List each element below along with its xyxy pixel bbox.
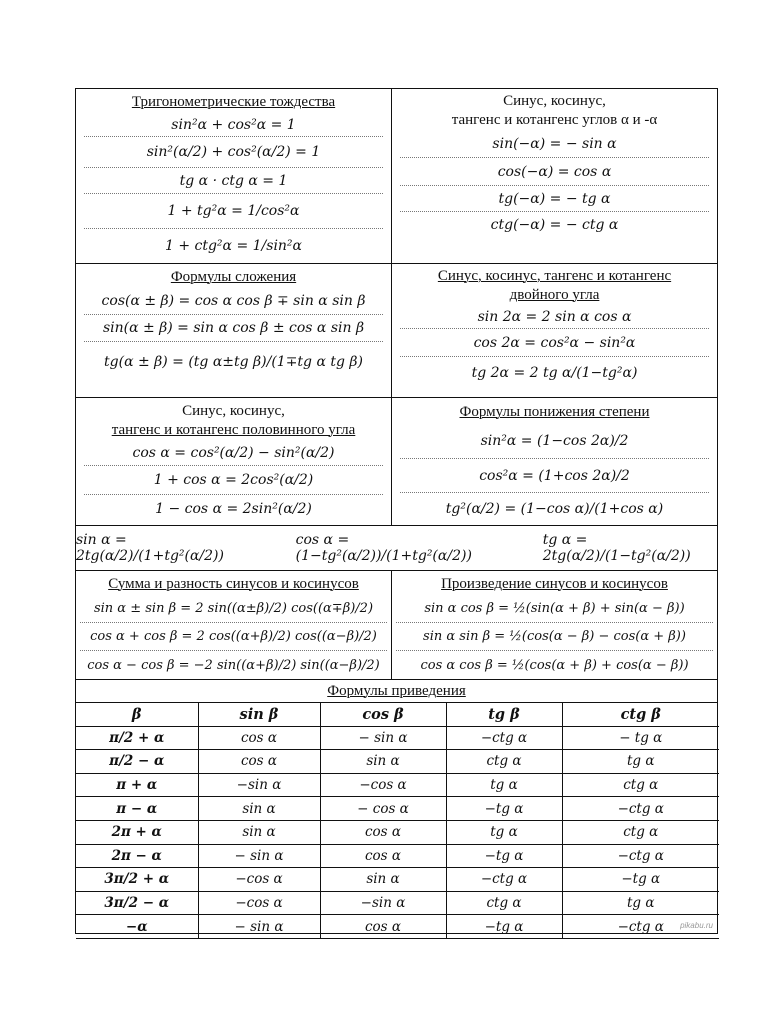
watermark-logo: pikabu.ru: [680, 921, 713, 930]
table-row: [76, 797, 719, 821]
section-addition: [76, 264, 717, 398]
formula: sin(−α) = − sin α: [400, 130, 709, 158]
table-cell: ctg α: [446, 750, 562, 774]
formula: sin²(α/2) + cos²(α/2) = 1: [84, 137, 383, 168]
formula: tg α · ctg α = 1: [84, 168, 383, 194]
formula-sheet: [75, 88, 718, 934]
table-cell: −ctg α: [562, 844, 719, 868]
table-cell: tg α: [562, 891, 719, 915]
table-row: [76, 844, 719, 868]
table-row: [76, 915, 719, 939]
table-cell: ctg α: [562, 820, 719, 844]
table-cell: cos α: [320, 915, 446, 939]
formula: sin α cos β = ½(sin(α + β) + sin(α − β)): [396, 595, 713, 623]
table-cell: − sin α: [198, 915, 320, 939]
table-row: [76, 891, 719, 915]
table-cell: sin α: [198, 797, 320, 821]
table-cell: sin α: [198, 820, 320, 844]
table-cell: −tg α: [446, 915, 562, 939]
double-angle-title-2: двойного угла: [509, 287, 600, 303]
formula: sin(α ± β) = sin α cos β ± cos α sin β: [84, 315, 383, 342]
table-cell: 2π + α: [76, 820, 198, 844]
table-header-row: [76, 703, 719, 726]
formula: sin α ± sin β = 2 sin((α±β)/2) cos((α∓β)/2): [80, 595, 387, 623]
table-cell: tg α: [446, 820, 562, 844]
formula: cos α + cos β = 2 cos((α+β)/2) cos((α−β)/2): [80, 623, 387, 651]
formula: cos α = (1−tg²(α/2))/(1+tg²(α/2)): [295, 532, 472, 564]
table-cell: sin α: [320, 750, 446, 774]
header-cell: cos β: [320, 703, 446, 726]
section-reduction: [76, 680, 717, 703]
formula: cos α cos β = ½(cos(α + β) + cos(α − β)): [420, 657, 689, 673]
section-half-angle: [76, 398, 717, 526]
table-cell: − sin α: [198, 844, 320, 868]
table-cell: −sin α: [320, 891, 446, 915]
table-cell: tg α: [562, 750, 719, 774]
power-reduction-column: [392, 398, 717, 525]
table-cell: cos α: [320, 844, 446, 868]
table-cell: sin α: [320, 868, 446, 892]
sum-difference-column: [76, 571, 392, 679]
half-angle-column: [76, 398, 392, 525]
table-cell: ctg α: [446, 891, 562, 915]
table-cell: π/2 − α: [76, 750, 198, 774]
formula: 1 + ctg²α = 1/sin²α: [164, 237, 303, 254]
formula: cos(−α) = cos α: [400, 158, 709, 186]
product-column: [392, 571, 717, 679]
half-angle-title-1: Синус, косинус,: [182, 403, 285, 419]
formula: 1 + tg²α = 1/cos²α: [84, 194, 383, 229]
header-cell: ctg β: [562, 703, 719, 726]
table-cell: π − α: [76, 797, 198, 821]
table-cell: cos α: [320, 820, 446, 844]
addition-title: Формулы сложения: [170, 269, 297, 285]
formula: cos²α = (1+cos 2α)/2: [400, 459, 709, 493]
formula: cos α − cos β = −2 sin((α+β)/2) sin((α−β)/2): [87, 657, 380, 673]
table-cell: −tg α: [446, 797, 562, 821]
identities-column: [76, 89, 392, 263]
table-cell: −ctg α: [562, 915, 719, 939]
formula: sin²α + cos²α = 1: [84, 113, 383, 137]
table-cell: 2π − α: [76, 844, 198, 868]
table-row: [76, 820, 719, 844]
table-row: [76, 750, 719, 774]
table-cell: − cos α: [320, 797, 446, 821]
formula: sin α sin β = ½(cos(α − β) − cos(α + β)): [396, 623, 713, 651]
half-angle-title-2: тангенс и котангенс половинного угла: [111, 422, 356, 438]
section-identities: [76, 89, 717, 264]
table-cell: −ctg α: [446, 726, 562, 750]
formula: tg(−α) = − tg α: [400, 186, 709, 212]
table-cell: − sin α: [320, 726, 446, 750]
double-angle-title-1: Синус, косинус, тангенс и котангенс: [437, 268, 672, 284]
reduction-table: [76, 703, 719, 939]
identities-title: Тригонометрические тождества: [131, 94, 336, 110]
table-cell: −α: [76, 915, 198, 939]
table-cell: cos α: [198, 726, 320, 750]
addition-column: [76, 264, 392, 397]
negative-angle-title-1: Синус, косинус,: [503, 93, 606, 109]
table-cell: 3π/2 − α: [76, 891, 198, 915]
header-cell: β: [76, 703, 198, 726]
table-cell: −cos α: [320, 773, 446, 797]
formula: cos α = cos²(α/2) − sin²(α/2): [84, 440, 383, 466]
section-sum-product: [76, 571, 717, 680]
table-row: [76, 726, 719, 750]
negative-angle-column: [392, 89, 717, 263]
table-cell: −cos α: [198, 891, 320, 915]
product-title: Произведение синусов и косинусов: [441, 576, 668, 592]
table-cell: −cos α: [198, 868, 320, 892]
table-cell: −tg α: [562, 868, 719, 892]
table-cell: ctg α: [562, 773, 719, 797]
formula: ctg(−α) = − ctg α: [490, 217, 619, 233]
section-universal-substitution: [76, 526, 717, 571]
formula: sin 2α = 2 sin α cos α: [400, 305, 709, 329]
power-reduction-title: Формулы понижения степени: [459, 404, 650, 420]
formula: sin²α = (1−cos 2α)/2: [400, 423, 709, 459]
reduction-title: Формулы приведения: [327, 683, 466, 699]
formula: tg α = 2tg(α/2)/(1−tg²(α/2)): [542, 532, 691, 564]
header-cell: tg β: [446, 703, 562, 726]
formula: tg(α ± β) = (tg α±tg β)/(1∓tg α tg β): [104, 354, 363, 370]
table-cell: π + α: [76, 773, 198, 797]
formula: cos(α ± β) = cos α cos β ∓ sin α sin β: [84, 288, 383, 315]
table-cell: 3π/2 + α: [76, 868, 198, 892]
table-row: [76, 773, 719, 797]
formula: 1 + cos α = 2cos²(α/2): [84, 466, 383, 495]
formula: 1 − cos α = 2sin²(α/2): [155, 501, 312, 517]
formula: cos 2α = cos²α − sin²α: [400, 329, 709, 357]
formula: tg²(α/2) = (1−cos α)/(1+cos α): [445, 501, 664, 517]
table-cell: −ctg α: [562, 797, 719, 821]
negative-angle-title-2: тангенс и котангенс углов α и -α: [451, 112, 658, 128]
table-cell: − tg α: [562, 726, 719, 750]
sum-difference-title: Сумма и разность синусов и косинусов: [108, 576, 359, 592]
table-cell: π/2 + α: [76, 726, 198, 750]
header-cell: sin β: [198, 703, 320, 726]
table-cell: −sin α: [198, 773, 320, 797]
double-angle-column: [392, 264, 717, 397]
formula: tg 2α = 2 tg α/(1−tg²α): [471, 365, 638, 381]
table-cell: −ctg α: [446, 868, 562, 892]
table-row: [76, 868, 719, 892]
formula: sin α = 2tg(α/2)/(1+tg²(α/2)): [76, 532, 224, 564]
table-cell: tg α: [446, 773, 562, 797]
table-cell: cos α: [198, 750, 320, 774]
table-cell: −tg α: [446, 844, 562, 868]
